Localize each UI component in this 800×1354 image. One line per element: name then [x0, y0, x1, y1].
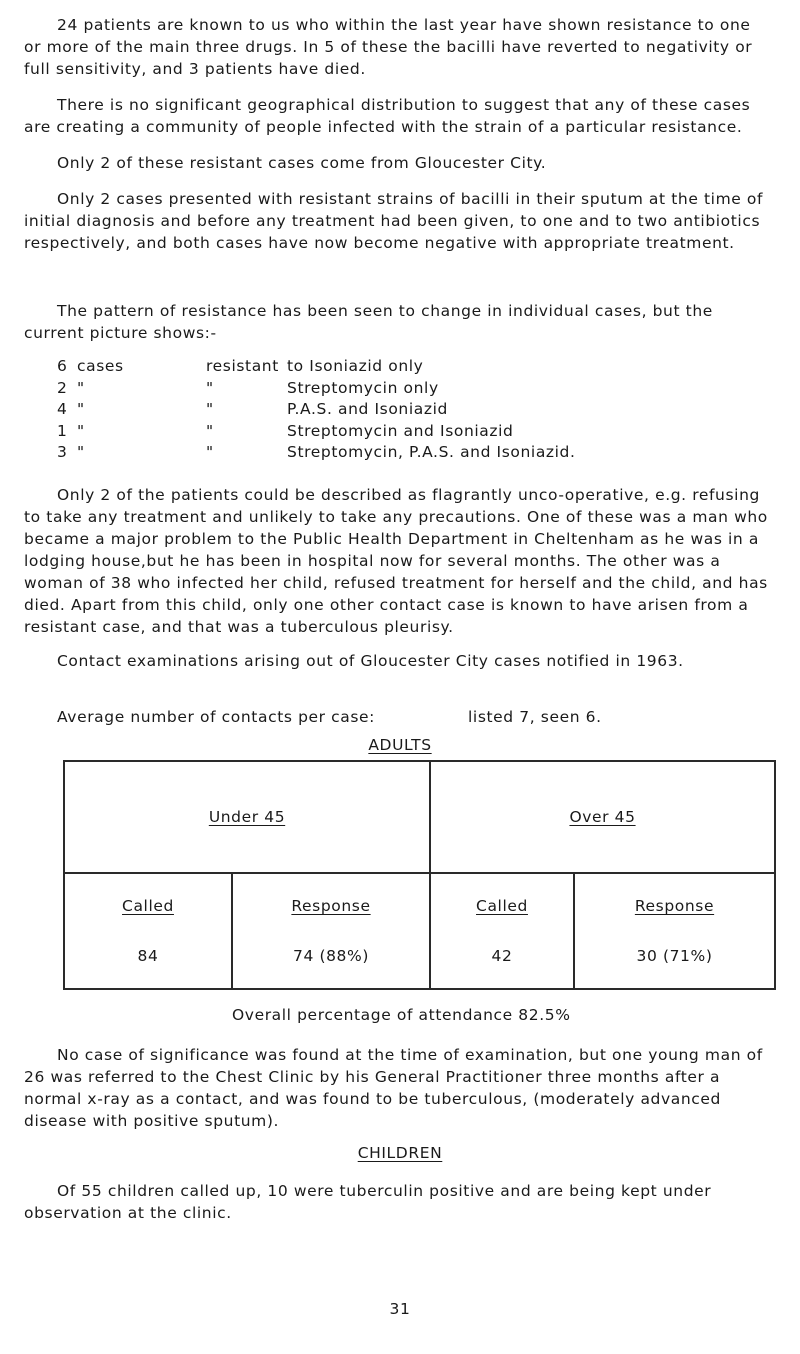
overall-attendance: Overall percentage of attendance 82.5% — [232, 1006, 571, 1024]
paragraph-contact-examinations: Contact examinations arising out of Gloucester City cases notified in 1963. — [57, 652, 684, 670]
paragraph-children: Of 55 children called up, 10 were tuberculin positive and are being kept under observation at the clinic. — [24, 1182, 712, 1222]
paragraph-young-man-case: No case of significance was found at the time of examination, but one young man of 26 was referred to the Chest Clinic by his General Practitioner three months after a normal x-ray as a contact, and was found to be tuberculous, (moderately advanced disease with positive sputum). — [24, 1046, 763, 1130]
resistance-list — [57, 356, 797, 464]
group-header-under-45: Under 45 — [64, 761, 430, 873]
adults-attendance-table — [63, 760, 776, 990]
cell-under-response: Response 74 (88%) — [232, 873, 430, 989]
table-header-row — [64, 761, 775, 873]
children-heading: CHILDREN — [357, 1144, 443, 1162]
cell-under-called: Called 84 — [64, 873, 232, 989]
table-row — [64, 873, 775, 989]
group-header-over-45: Over 45 — [430, 761, 775, 873]
list-item: 3 " " Streptomycin, P.A.S. and Isoniazid. — [57, 443, 576, 462]
paragraph-uncooperative-patients: Only 2 of the patients could be described as flagrantly unco-operative, e.g. refusing to take any treatment and unlikely to take any precautions. One of these was a man who became a major problem to the Public Health Department in Cheltenham as he was in a lodging house,but he has been in hospital now for several months. The other was a woman of 38 who infected her child, refused treatment for herself and the child, and has died. Apart from this child, only one other contact case is known to have arisen from a resistant case, and that was a tuberculous pleurisy. — [24, 486, 768, 636]
paragraph-resistance-pattern: The pattern of resistance has been seen to change in individual cases, but the current picture shows:- — [24, 302, 713, 342]
contacts-average-label: Average number of contacts per case: — [57, 708, 375, 726]
page-number: 31 — [389, 1300, 411, 1318]
list-item: 2 " " Streptomycin only — [57, 378, 439, 397]
list-item: 6 cases resistant to Isoniazid only — [57, 357, 424, 375]
paragraph-geographic-distribution: There is no significant geographical distribution to suggest that any of these cases are creating a community of people infected with the strain of a particular resistance. — [24, 96, 751, 136]
cell-over-called: Called 42 — [430, 873, 574, 989]
adults-heading: ADULTS — [368, 736, 432, 754]
cell-over-response: Response 30 (71%) — [574, 873, 775, 989]
contacts-average-value: listed 7, seen 6. — [468, 708, 602, 726]
paragraph-initial-diagnosis: Only 2 cases presented with resistant strains of bacilli in their sputum at the time of initial diagnosis and before any treatment had been given, to one and to two antibiotics respectively, and both cases have now become negative with appropriate treatment. — [24, 190, 764, 252]
list-item: 4 " " P.A.S. and Isoniazid — [57, 400, 448, 419]
list-item: 1 " " Streptomycin and Isoniazid — [57, 421, 514, 440]
paragraph-gloucester-cases: Only 2 of these resistant cases come from Gloucester City. — [57, 154, 547, 172]
paragraph-resistance-summary: 24 patients are known to us who within the last year have shown resistance to one or more of the main three drugs. In 5 of these the bacilli have reverted to negativity or full sensitivity, and 3 patients have died. — [24, 16, 753, 78]
